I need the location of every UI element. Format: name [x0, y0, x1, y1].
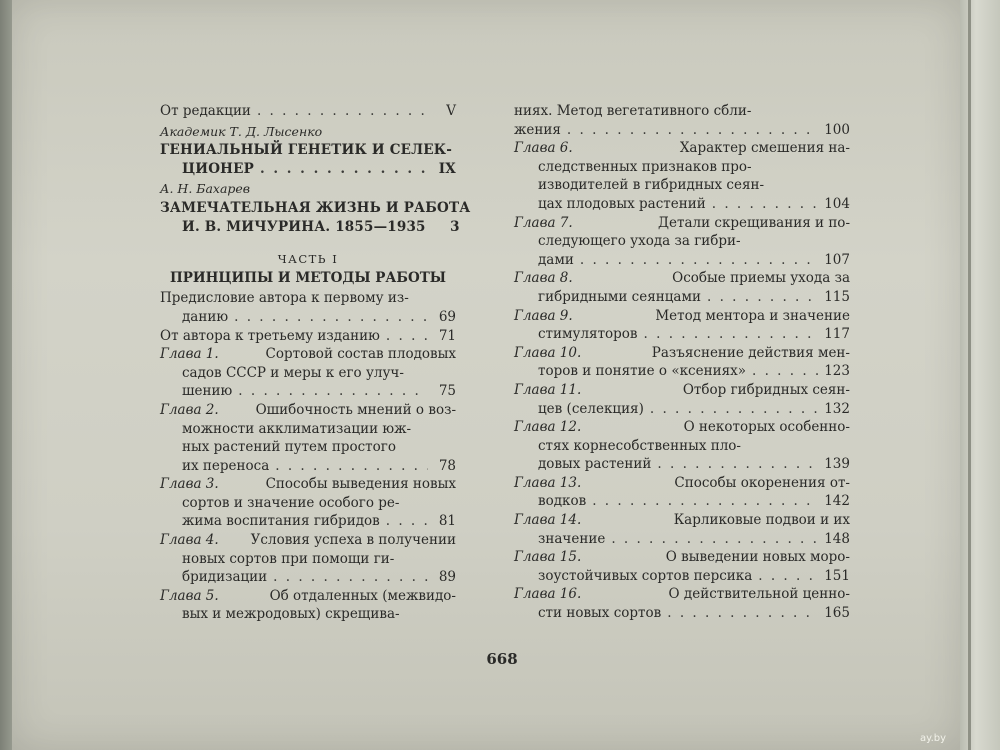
toc-line	[514, 585, 850, 604]
toc-page-number: 139	[824, 456, 850, 473]
toc-line	[160, 457, 456, 476]
toc-line	[160, 420, 456, 439]
toc-line	[514, 530, 850, 549]
toc-line	[160, 160, 456, 179]
toc-line-text: О действительной ценно-	[668, 586, 850, 603]
toc-line-text: И. В. МИЧУРИНА. 1855—1935	[182, 218, 426, 235]
toc-entry	[160, 102, 456, 121]
toc-chapter-entry	[514, 269, 850, 306]
toc-line	[514, 344, 850, 363]
toc-line-text: ЗАМЕЧАТЕЛЬНАЯ ЖИЗНЬ И РАБОТА	[160, 199, 471, 216]
dot-leader	[234, 308, 428, 327]
toc-author: Академик Т. Д. Лысенко	[160, 123, 323, 139]
toc-chapter-entry	[160, 531, 456, 587]
toc-chapter-entry	[514, 511, 850, 548]
toc-line-text: Способы выведения новых	[265, 476, 456, 493]
toc-line	[514, 604, 850, 623]
toc-page-number: 104	[824, 195, 850, 212]
toc-line	[514, 400, 850, 419]
chapter-label: Глава 8.	[514, 270, 573, 287]
toc-line	[160, 308, 456, 327]
toc-line-text: следующего ухода за гибри-	[538, 233, 741, 250]
toc-line-text: Ошибочность мнений о воз-	[255, 401, 456, 418]
dot-leader	[275, 457, 428, 476]
toc-line	[514, 158, 850, 177]
toc-line	[514, 474, 850, 493]
chapter-label: Глава 1.	[160, 346, 219, 363]
toc-line-text: садов СССР и меры к его улуч-	[182, 364, 404, 381]
dot-leader	[567, 121, 818, 140]
toc-page-number: 151	[824, 567, 850, 584]
dot-leader	[257, 102, 428, 121]
chapter-label: Глава 10.	[514, 344, 582, 361]
toc-line	[160, 364, 456, 383]
toc-line-text: Предисловие автора к первому из-	[160, 290, 409, 307]
toc-entry	[160, 199, 471, 236]
toc-left-column	[160, 102, 471, 624]
toc-line	[160, 605, 456, 624]
toc-line	[160, 531, 456, 550]
toc-line-text: торов и понятие о «ксениях»	[538, 363, 746, 380]
toc-chapter-entry	[514, 418, 850, 474]
toc-line-text: сортов и значение особого ре-	[182, 494, 400, 511]
toc-line	[160, 102, 456, 121]
toc-line	[160, 568, 456, 587]
toc-chapter-entry	[160, 345, 456, 401]
toc-line-text: следственных признаков про-	[538, 158, 752, 175]
toc-chapter-entry	[514, 381, 850, 418]
toc-line-text: Карликовые подвои и их	[673, 512, 850, 529]
toc-line	[514, 492, 850, 511]
toc-line-text: стимуляторов	[538, 326, 638, 343]
toc-chapter-entry	[160, 401, 456, 475]
toc-line-text: новых сортов при помощи ги-	[182, 550, 395, 567]
toc-chapter-entry	[514, 548, 850, 585]
toc-line-text: Характер смешения на-	[679, 140, 850, 157]
toc-line-text: изводителей в гибридных сеян-	[538, 177, 765, 194]
toc-line-text: Отбор гибридных сеян-	[682, 381, 850, 398]
toc-line	[160, 218, 460, 237]
toc-line-text: Способы окоренения от-	[674, 474, 850, 491]
dot-leader	[707, 288, 818, 307]
toc-line-text: О некоторых особенно-	[683, 419, 850, 436]
part-heading: ЧАСТЬ I	[277, 252, 339, 267]
toc-line	[160, 199, 471, 218]
toc-chapter-entry	[160, 587, 456, 624]
toc-page-number: 3	[450, 218, 460, 235]
toc-page-number: 117	[824, 326, 850, 343]
page-number: 668	[486, 650, 518, 668]
toc-line	[514, 511, 850, 530]
toc-line-text: сти новых сортов	[538, 605, 662, 622]
part-title: ПРИНЦИПЫ И МЕТОДЫ РАБОТЫ	[169, 269, 446, 286]
toc-line	[514, 176, 850, 195]
toc-line-text: их переноса	[182, 457, 270, 474]
toc-line-text: От автора к третьему изданию	[160, 327, 380, 344]
chapter-label: Глава 5.	[160, 587, 219, 604]
toc-line-text: ниях. Метод вегетативного сбли-	[514, 103, 752, 119]
toc-page-number: 81	[438, 513, 456, 530]
toc-line	[160, 289, 456, 308]
toc-line	[514, 195, 850, 214]
toc-line	[514, 455, 850, 474]
toc-line	[160, 141, 456, 160]
dot-leader	[667, 604, 818, 623]
toc-line	[514, 567, 850, 586]
toc-entry	[514, 102, 850, 139]
dot-leader	[273, 568, 428, 587]
toc-line-text: цев (селекция)	[538, 400, 644, 417]
toc-line	[514, 418, 850, 437]
toc-page-number: 115	[824, 288, 850, 305]
chapter-label: Глава 2.	[160, 401, 219, 418]
dot-leader	[386, 327, 428, 346]
page-stack-edge	[960, 0, 1000, 750]
toc-line	[514, 251, 850, 270]
toc-line-text: дами	[538, 251, 574, 268]
dot-leader	[386, 512, 428, 531]
toc-entry	[160, 327, 456, 346]
chapter-label: Глава 14.	[514, 512, 582, 529]
toc-line	[514, 214, 850, 233]
toc-line	[514, 362, 850, 381]
toc-line-text: Условия успеха в получении	[250, 532, 456, 549]
toc-page-number: 71	[438, 327, 456, 344]
toc-chapter-entry	[514, 307, 850, 344]
toc-line	[514, 269, 850, 288]
toc-line	[514, 548, 850, 567]
toc-line-text: Разъяснение действия мен-	[651, 344, 850, 361]
chapter-label: Глава 4.	[160, 532, 219, 549]
toc-line-text: бридизации	[182, 569, 268, 586]
toc-line-text: значение	[538, 530, 606, 547]
toc-line	[514, 381, 850, 400]
toc-line	[160, 382, 456, 401]
toc-line	[514, 102, 850, 121]
toc-line	[514, 437, 850, 456]
toc-page-number: 100	[824, 121, 850, 138]
toc-line-text: Особые приемы ухода за	[672, 270, 850, 287]
toc-author: А. Н. Бахарев	[160, 181, 251, 197]
toc-line-text: ных растений путем простого	[182, 439, 396, 456]
dot-leader	[650, 400, 818, 419]
toc-line	[160, 475, 456, 494]
toc-line-text: От редакции	[160, 103, 251, 119]
toc-page-number: 107	[824, 251, 850, 268]
toc-line	[160, 512, 456, 531]
toc-page-number: 89	[438, 569, 456, 586]
toc-page-number: 165	[824, 605, 850, 622]
toc-line-text: вых и межродовых) скрещива-	[182, 606, 400, 623]
toc-line	[160, 327, 456, 346]
toc-chapter-entry	[514, 344, 850, 381]
chapter-label: Глава 11.	[514, 381, 582, 398]
toc-line-text: Об отдаленных (межвидо-	[269, 587, 456, 604]
dot-leader	[260, 160, 428, 179]
dot-leader	[712, 195, 818, 214]
toc-line-text: О выведении новых моро-	[665, 549, 850, 566]
dot-leader	[238, 382, 428, 401]
toc-line-text: Сортовой состав плодовых	[265, 346, 456, 363]
toc-line	[160, 345, 456, 364]
toc-line	[514, 139, 850, 158]
toc-page-number: V	[446, 103, 456, 119]
chapter-label: Глава 3.	[160, 476, 219, 493]
chapter-label: Глава 12.	[514, 419, 582, 436]
toc-line-text: стях корнесобственных пло-	[538, 437, 741, 454]
toc-page-number: 123	[824, 363, 850, 380]
chapter-label: Глава 7.	[514, 214, 573, 231]
toc-page-number: 75	[438, 383, 456, 400]
toc-chapter-entry	[514, 474, 850, 511]
toc-line-text: гибридными сеянцами	[538, 288, 701, 305]
dot-leader	[657, 455, 818, 474]
toc-line-text: жима воспитания гибридов	[182, 513, 380, 530]
toc-line	[160, 494, 456, 513]
toc-entry	[160, 141, 456, 178]
chapter-label: Глава 15.	[514, 549, 582, 566]
toc-chapter-entry	[514, 214, 850, 270]
toc-line-text: ЦИОНЕР	[182, 160, 254, 177]
toc-line	[514, 232, 850, 251]
dot-leader	[644, 325, 819, 344]
toc-line	[160, 401, 456, 420]
toc-page-number: 148	[824, 530, 850, 547]
dot-leader	[611, 530, 818, 549]
toc-line-text: водков	[538, 493, 587, 510]
toc-line-text: можности акклиматизации юж-	[182, 420, 412, 437]
toc-line	[514, 325, 850, 344]
toc-page-number: 69	[438, 308, 456, 325]
toc-line-text: шению	[182, 383, 233, 400]
toc-page-number: IX	[438, 160, 456, 177]
toc-line-text: зоустойчивых сортов персика	[538, 567, 753, 584]
toc-line-text: Метод ментора и значение	[655, 307, 850, 324]
toc-line	[514, 307, 850, 326]
toc-line	[160, 438, 456, 457]
toc-line-text: цах плодовых растений	[538, 195, 706, 212]
toc-chapter-entry	[514, 585, 850, 622]
page-stack-line	[968, 0, 971, 750]
toc-line	[160, 550, 456, 569]
chapter-label: Глава 6.	[514, 140, 573, 157]
dot-leader	[592, 492, 818, 511]
toc-page-number: 78	[438, 457, 456, 474]
chapter-label: Глава 9.	[514, 307, 573, 324]
watermark: ay.by	[920, 733, 947, 744]
toc-chapter-entry	[514, 139, 850, 213]
toc-line	[514, 288, 850, 307]
toc-right-column	[514, 102, 850, 623]
toc-line	[160, 587, 456, 606]
toc-page-number: 132	[824, 400, 850, 417]
toc-line-text: Детали скрещивания и по-	[658, 214, 850, 231]
toc-line-text: жения	[514, 121, 561, 138]
chapter-label: Глава 16.	[514, 586, 582, 603]
toc-entry	[160, 289, 456, 326]
dot-leader	[580, 251, 818, 270]
toc-page-number: 142	[824, 493, 850, 510]
dot-leader	[758, 567, 818, 586]
dot-leader	[752, 362, 818, 381]
toc-line	[514, 121, 850, 140]
chapter-label: Глава 13.	[514, 474, 582, 491]
toc-line-text: ГЕНИАЛЬНЫЙ ГЕНЕТИК И СЕЛЕК-	[160, 142, 453, 159]
toc-chapter-entry	[160, 475, 456, 531]
toc-line-text: довых растений	[538, 456, 652, 473]
toc-line-text: данию	[182, 308, 229, 325]
